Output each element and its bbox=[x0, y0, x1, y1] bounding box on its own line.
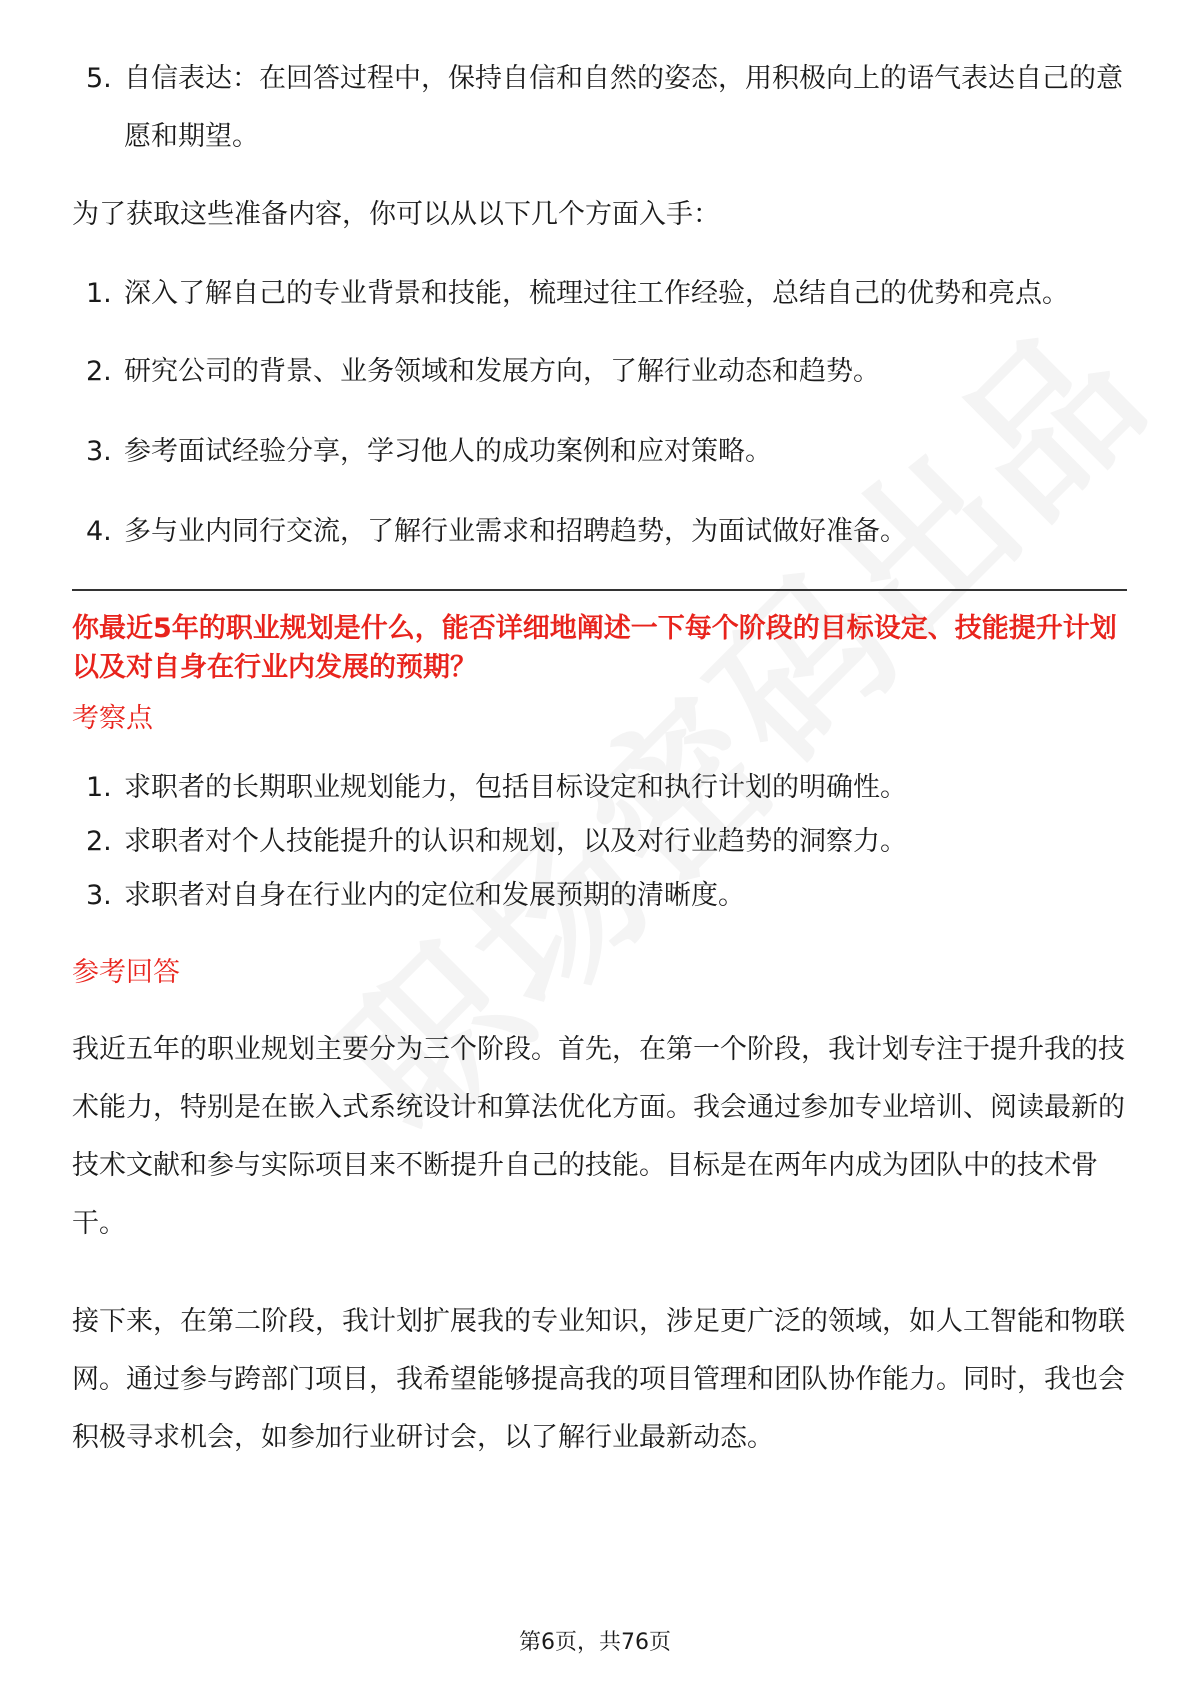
list-text: 求职者对自身在行业内的定位和发展预期的清晰度。 bbox=[124, 880, 745, 911]
list-text: 自信表达：在回答过程中，保持自信和自然的姿态，用积极向上的语气表达自己的意愿和期望。 bbox=[124, 63, 1123, 152]
list-text: 参考面试经验分享，学习他人的成功案例和应对策略。 bbox=[124, 436, 772, 467]
list-item bbox=[72, 50, 1127, 166]
answer-paragraph: 接下来，在第二阶段，我计划扩展我的专业知识，涉足更广泛的领域，如人工智能和物联网。通过参与跨部门项目，我希望能够提高我的项目管理和团队协作能力。同时，我也会积极寻求机会，如参加行业研讨会，以了解行业最新动态。 bbox=[72, 1306, 1125, 1453]
list-number: 4. bbox=[86, 516, 112, 547]
list-number: 1. bbox=[86, 772, 112, 803]
list-text: 研究公司的背景、业务领域和发展方向，了解行业动态和趋势。 bbox=[124, 356, 880, 387]
interview-question: 你最近5年的职业规划是什么，能否详细地阐述一下每个阶段的目标设定、技能提升计划以及对自身在行业内发展的预期？ bbox=[72, 613, 1117, 683]
section-heading-points: 考察点 bbox=[72, 703, 153, 734]
list-item bbox=[72, 503, 1127, 561]
list-number: 3. bbox=[86, 436, 112, 467]
list-number: 2. bbox=[86, 826, 112, 857]
list-text: 求职者对个人技能提升的认识和规划，以及对行业趋势的洞察力。 bbox=[124, 826, 907, 857]
page-content bbox=[72, 50, 1127, 1467]
list-item bbox=[72, 423, 1127, 481]
section-heading-answer: 参考回答 bbox=[72, 957, 180, 988]
list-text: 深入了解自己的专业背景和技能，梳理过往工作经验，总结自己的优势和亮点。 bbox=[124, 278, 1069, 309]
list-item bbox=[72, 265, 1127, 323]
list-number: 2. bbox=[86, 356, 112, 387]
intro-paragraph: 为了获取这些准备内容，你可以从以下几个方面入手： bbox=[72, 199, 720, 230]
list-text: 多与业内同行交流，了解行业需求和招聘趋势，为面试做好准备。 bbox=[124, 516, 907, 547]
list-number: 1. bbox=[86, 278, 112, 309]
list-number: 3. bbox=[86, 880, 112, 911]
list-item bbox=[72, 343, 1127, 401]
list-text: 求职者的长期职业规划能力，包括目标设定和执行计划的明确性。 bbox=[124, 772, 907, 803]
list-item bbox=[72, 869, 1127, 923]
list-item bbox=[72, 815, 1127, 869]
section-divider bbox=[72, 589, 1127, 591]
list-item bbox=[72, 761, 1127, 815]
list-number: 5. bbox=[86, 63, 112, 94]
answer-paragraph: 我近五年的职业规划主要分为三个阶段。首先，在第一个阶段，我计划专注于提升我的技术能力，特别是在嵌入式系统设计和算法优化方面。我会通过参加专业培训、阅读最新的技术文献和参与实际项目来不断提升自己的技能。目标是在两年内成为团队中的技术骨干。 bbox=[72, 1034, 1125, 1239]
page-footer: 第6页，共76页 bbox=[519, 1630, 671, 1655]
